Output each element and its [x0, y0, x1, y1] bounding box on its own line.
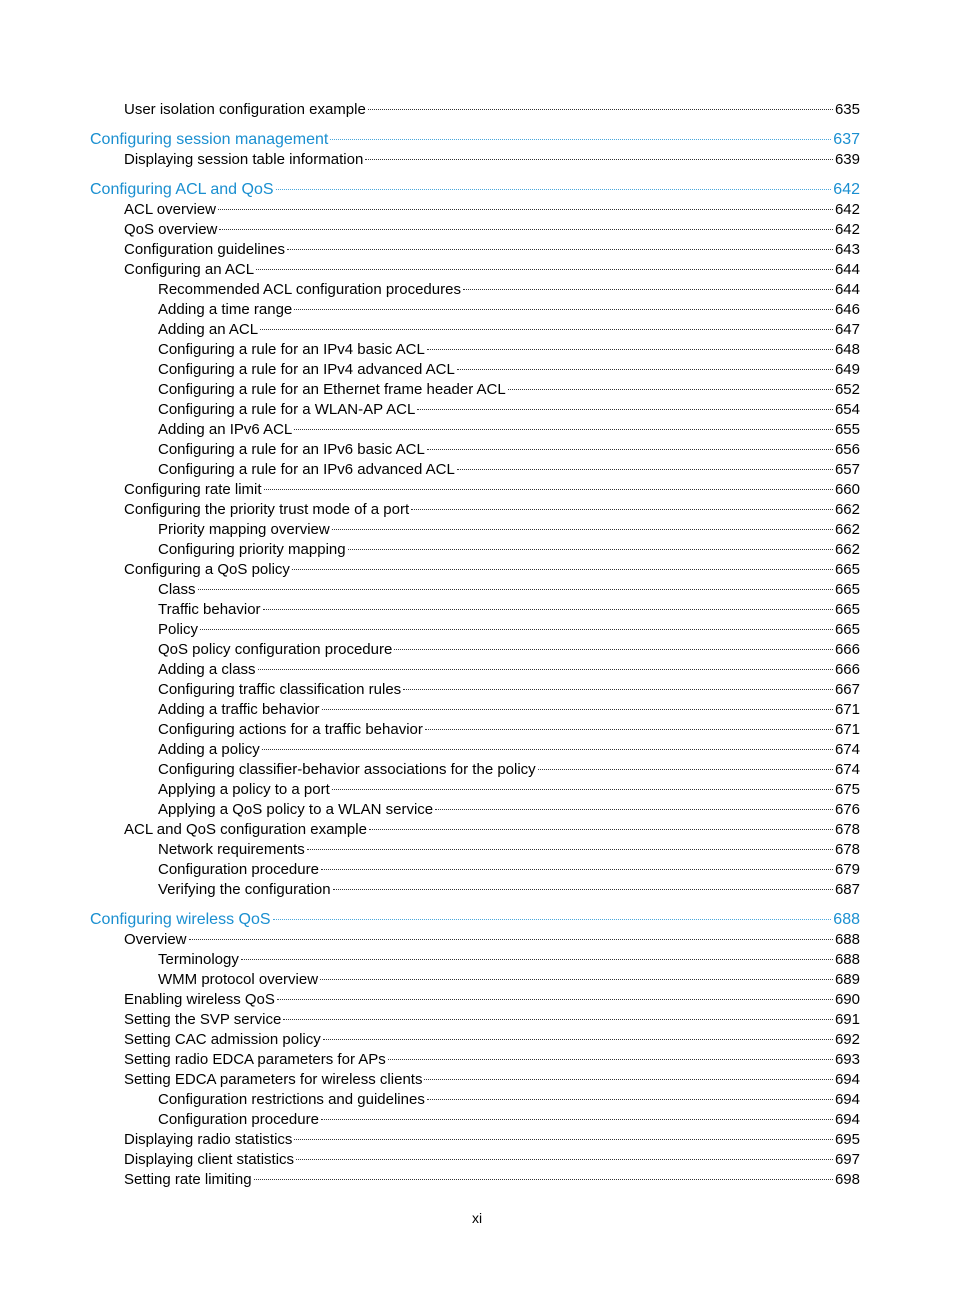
toc-dot-leader — [262, 748, 833, 750]
toc-entry-title: Configuration guidelines — [124, 241, 285, 258]
toc-entry-link[interactable] — [0, 300, 954, 320]
toc-page-number: 642 — [834, 221, 860, 238]
toc-entry-link[interactable] — [0, 950, 954, 970]
toc-dot-leader — [323, 1038, 833, 1040]
toc-dot-leader — [287, 248, 833, 250]
toc-entry-title: Displaying client statistics — [124, 1151, 295, 1168]
toc-dot-leader — [273, 918, 832, 920]
toc-entry-link[interactable] — [0, 1010, 954, 1030]
toc-entry-link[interactable] — [0, 320, 954, 340]
toc-entry-title: Configuring priority mapping — [158, 541, 346, 558]
toc-dot-leader — [330, 138, 831, 140]
toc-chapter-link[interactable] — [0, 180, 954, 200]
toc-page-number: 688 — [834, 931, 860, 948]
toc-page-number: 692 — [834, 1031, 860, 1048]
toc-page-number: 655 — [834, 421, 860, 438]
toc-dot-leader — [218, 208, 833, 210]
toc-page-number: 654 — [834, 401, 860, 418]
toc-dot-leader — [264, 488, 833, 490]
toc-page-number: 665 — [834, 561, 860, 578]
toc-dot-leader — [296, 1158, 833, 1160]
toc-entry-link[interactable] — [0, 240, 954, 260]
toc-entry-link[interactable] — [0, 970, 954, 990]
toc-entry-title: Configuring actions for a traffic behavior — [158, 721, 423, 738]
toc-page-number: 667 — [834, 681, 860, 698]
toc-entry-title: Adding an ACL — [158, 321, 259, 338]
toc-entry-title: Configuring an ACL — [124, 261, 255, 278]
toc-page-number: 689 — [834, 971, 860, 988]
toc-entry-title: Displaying radio statistics — [124, 1131, 293, 1148]
toc-page-number: 660 — [834, 481, 860, 498]
toc-entry-link[interactable] — [0, 930, 954, 950]
toc-entry-title: Configuring the priority trust mode of a port — [124, 501, 410, 518]
toc-page-number: 649 — [834, 361, 860, 378]
toc-dot-leader — [294, 308, 833, 310]
toc-entry-link[interactable] — [0, 1070, 954, 1090]
toc-entry-link[interactable] — [0, 100, 954, 120]
toc-dot-leader — [425, 728, 833, 730]
toc-entry-link[interactable] — [0, 1090, 954, 1110]
toc-dot-leader — [457, 468, 833, 470]
toc-entry-link[interactable] — [0, 400, 954, 420]
toc-dot-leader — [368, 108, 833, 110]
toc-entry-link[interactable] — [0, 1050, 954, 1070]
toc-dot-leader — [263, 608, 833, 610]
toc-entry-title: Configuring wireless QoS — [90, 911, 271, 928]
toc-entry-link[interactable] — [0, 740, 954, 760]
toc-dot-leader — [276, 188, 832, 190]
toc-entry-title: Setting the SVP service — [124, 1011, 282, 1028]
toc-page-number: 694 — [834, 1091, 860, 1108]
toc-entry-link[interactable] — [0, 840, 954, 860]
toc-page-number: 665 — [834, 621, 860, 638]
toc-page-number: 665 — [834, 581, 860, 598]
toc-page-number: 666 — [834, 641, 860, 658]
toc-entry-link[interactable] — [0, 360, 954, 380]
toc-dot-leader — [388, 1058, 833, 1060]
toc-entry-link[interactable] — [0, 1110, 954, 1130]
toc-entry-link[interactable] — [0, 200, 954, 220]
toc-page-number: 694 — [834, 1071, 860, 1088]
toc-dot-leader — [219, 228, 833, 230]
toc-dot-leader — [457, 368, 833, 370]
toc-dot-leader — [427, 448, 833, 450]
toc-dot-leader — [260, 328, 833, 330]
toc-entry-link[interactable] — [0, 560, 954, 580]
toc-page-number: 693 — [834, 1051, 860, 1068]
toc-entry-link[interactable] — [0, 340, 954, 360]
toc-page-number: 690 — [834, 991, 860, 1008]
toc-page-number: 688 — [833, 911, 860, 928]
toc-dot-leader — [189, 938, 833, 940]
toc-entry-link[interactable] — [0, 260, 954, 280]
toc-entry-link[interactable] — [0, 880, 954, 900]
toc-dot-leader — [283, 1018, 833, 1020]
toc-entry-link[interactable] — [0, 460, 954, 480]
toc-entry-link[interactable] — [0, 380, 954, 400]
toc-dot-leader — [200, 628, 833, 630]
toc-entry-title: Configuring ACL and QoS — [90, 181, 274, 198]
toc-chapter-link[interactable] — [0, 910, 954, 930]
toc-entry-link[interactable] — [0, 580, 954, 600]
toc-entry-title: Enabling wireless QoS — [124, 991, 275, 1008]
toc-entry-link[interactable] — [0, 620, 954, 640]
toc-entry-title: Adding an IPv6 ACL — [158, 421, 293, 438]
toc-page-number: 657 — [834, 461, 860, 478]
toc-page-number: 697 — [834, 1151, 860, 1168]
toc-dot-leader — [294, 1138, 833, 1140]
toc-entry-link[interactable] — [0, 150, 954, 170]
toc-entry-title: Setting rate limiting — [124, 1171, 252, 1188]
toc-entry-title: Configuration procedure — [158, 861, 319, 878]
toc-dot-leader — [424, 1078, 833, 1080]
toc-page-number: 635 — [834, 101, 860, 118]
toc-entry-title: Configuring classifier-behavior associations for the policy — [158, 761, 536, 778]
toc-dot-leader — [348, 548, 833, 550]
toc-entry-title: Adding a class — [158, 661, 256, 678]
toc-page-number: 671 — [834, 721, 860, 738]
toc-dot-leader — [241, 958, 833, 960]
toc-entry-link[interactable] — [0, 780, 954, 800]
page-number: xi — [471, 1210, 483, 1226]
toc-entry-title: Verifying the configuration — [158, 881, 331, 898]
toc-entry-title: Setting CAC admission policy — [124, 1031, 321, 1048]
toc-entry-link[interactable] — [0, 220, 954, 240]
toc-entry-title: Adding a time range — [158, 301, 293, 318]
toc-page-number: 642 — [834, 201, 860, 218]
toc-entry-link[interactable] — [0, 1170, 954, 1190]
toc-page-number: 639 — [834, 151, 860, 168]
toc-page-number: 698 — [834, 1171, 860, 1188]
toc-entry-title: Configuring a rule for a WLAN-AP ACL — [158, 401, 416, 418]
toc-dot-leader — [292, 568, 833, 570]
toc-entry-title: Setting EDCA parameters for wireless clients — [124, 1071, 423, 1088]
toc-page-number: 665 — [834, 601, 860, 618]
toc-page-number: 637 — [833, 131, 860, 148]
toc-dot-leader — [321, 1118, 833, 1120]
toc-page-number: 662 — [834, 541, 860, 558]
toc-dot-leader — [321, 868, 833, 870]
toc-entry-link[interactable] — [0, 640, 954, 660]
toc-entry-title: Network requirements — [158, 841, 305, 858]
toc-page-number: 678 — [834, 821, 860, 838]
toc-entry-title: Displaying session table information — [124, 151, 364, 168]
toc-dot-leader — [365, 158, 833, 160]
toc-entry-title: Configuration procedure — [158, 1111, 319, 1128]
toc-entry-title: WMM protocol overview — [158, 971, 319, 988]
toc-entry-link[interactable] — [0, 720, 954, 740]
toc-dot-leader — [538, 768, 833, 770]
toc-entry-title: QoS policy configuration procedure — [158, 641, 393, 658]
toc-entry-link[interactable] — [0, 1030, 954, 1050]
toc-entry-title: Configuring session management — [90, 131, 329, 148]
toc-page-number: 656 — [834, 441, 860, 458]
toc-entry-title: Recommended ACL configuration procedures — [158, 281, 461, 298]
toc-dot-leader — [427, 348, 833, 350]
toc-page-number: 675 — [834, 781, 860, 798]
toc-dot-leader — [277, 998, 833, 1000]
toc-entry-title: ACL and QoS configuration example — [124, 821, 367, 838]
toc-dot-leader — [417, 408, 833, 410]
toc-page-number: 652 — [834, 381, 860, 398]
toc-dot-leader — [369, 828, 833, 830]
toc-page-number: 674 — [834, 761, 860, 778]
toc-entry-title: Configuring a rule for an Ethernet frame header ACL — [158, 381, 506, 398]
toc-dot-leader — [198, 588, 833, 590]
toc-entry-title: Terminology — [158, 951, 239, 968]
toc-dot-leader — [294, 428, 833, 430]
toc-page-number: 666 — [834, 661, 860, 678]
toc-entry-link[interactable] — [0, 990, 954, 1010]
toc-chapter-link[interactable] — [0, 130, 954, 150]
toc-page-number: 643 — [834, 241, 860, 258]
toc-page-number: 687 — [834, 881, 860, 898]
toc-dot-leader — [411, 508, 833, 510]
toc-entry-link[interactable] — [0, 660, 954, 680]
toc-entry-link[interactable] — [0, 800, 954, 820]
toc-dot-leader — [332, 528, 833, 530]
toc-page-number: 694 — [834, 1111, 860, 1128]
toc-entry-title: Configuring a rule for an IPv6 basic ACL — [158, 441, 425, 458]
toc-dot-leader — [258, 668, 833, 670]
toc-entry-title: Configuration restrictions and guidelines — [158, 1091, 425, 1108]
table-of-contents — [0, 100, 954, 1190]
toc-page-number: 648 — [834, 341, 860, 358]
toc-entry-link[interactable] — [0, 1150, 954, 1170]
toc-dot-leader — [254, 1178, 833, 1180]
toc-page-number: 678 — [834, 841, 860, 858]
toc-dot-leader — [320, 978, 833, 980]
toc-entry-title: Configuring a rule for an IPv6 advanced ACL — [158, 461, 455, 478]
toc-entry-link[interactable] — [0, 420, 954, 440]
toc-entry-title: Overview — [124, 931, 187, 948]
toc-entry-title: QoS overview — [124, 221, 218, 238]
toc-entry-title: ACL overview — [124, 201, 216, 218]
toc-entry-title: Setting radio EDCA parameters for APs — [124, 1051, 386, 1068]
toc-page-number: 691 — [834, 1011, 860, 1028]
toc-entry-title: Configuring traffic classification rules — [158, 681, 402, 698]
toc-page-number: 642 — [833, 181, 860, 198]
toc-dot-leader — [403, 688, 833, 690]
toc-dot-leader — [333, 888, 833, 890]
toc-entry-link[interactable] — [0, 500, 954, 520]
toc-entry-title: Adding a policy — [158, 741, 260, 758]
toc-entry-title: Priority mapping overview — [158, 521, 330, 538]
toc-entry-title: Applying a policy to a port — [158, 781, 330, 798]
toc-page-number: 644 — [834, 281, 860, 298]
toc-entry-title: Policy — [158, 621, 199, 638]
toc-page-number: 662 — [834, 501, 860, 518]
toc-dot-leader — [394, 648, 833, 650]
toc-entry-link[interactable] — [0, 440, 954, 460]
toc-entry-title: Configuring rate limit — [124, 481, 262, 498]
toc-entry-link[interactable] — [0, 480, 954, 500]
toc-entry-title: Configuring a rule for an IPv4 basic ACL — [158, 341, 425, 358]
toc-entry-title: Traffic behavior — [158, 601, 261, 618]
toc-entry-link[interactable] — [0, 280, 954, 300]
toc-dot-leader — [307, 848, 833, 850]
toc-entry-link[interactable] — [0, 860, 954, 880]
toc-dot-leader — [427, 1098, 833, 1100]
toc-page-number: 647 — [834, 321, 860, 338]
toc-dot-leader — [508, 388, 833, 390]
toc-dot-leader — [256, 268, 833, 270]
toc-page-number: 644 — [834, 261, 860, 278]
toc-entry-link[interactable] — [0, 760, 954, 780]
toc-page-number: 646 — [834, 301, 860, 318]
toc-entry-title: Configuring a QoS policy — [124, 561, 290, 578]
toc-dot-leader — [463, 288, 833, 290]
toc-entry-link[interactable] — [0, 540, 954, 560]
toc-page-number: 676 — [834, 801, 860, 818]
toc-dot-leader — [435, 808, 833, 810]
toc-dot-leader — [322, 708, 833, 710]
toc-page-number: 671 — [834, 701, 860, 718]
toc-entry-title: User isolation configuration example — [124, 101, 366, 118]
toc-entry-link[interactable] — [0, 680, 954, 700]
toc-entry-link[interactable] — [0, 700, 954, 720]
toc-entry-title: Class — [158, 581, 196, 598]
toc-page-number: 679 — [834, 861, 860, 878]
toc-page-number: 662 — [834, 521, 860, 538]
toc-entry-link[interactable] — [0, 820, 954, 840]
toc-page-number: 695 — [834, 1131, 860, 1148]
toc-entry-title: Adding a traffic behavior — [158, 701, 320, 718]
toc-entry-link[interactable] — [0, 1130, 954, 1150]
toc-page-number: 674 — [834, 741, 860, 758]
toc-dot-leader — [332, 788, 833, 790]
toc-entry-link[interactable] — [0, 600, 954, 620]
toc-entry-link[interactable] — [0, 520, 954, 540]
toc-entry-title: Configuring a rule for an IPv4 advanced ACL — [158, 361, 455, 378]
toc-page-number: 688 — [834, 951, 860, 968]
toc-entry-title: Applying a QoS policy to a WLAN service — [158, 801, 434, 818]
